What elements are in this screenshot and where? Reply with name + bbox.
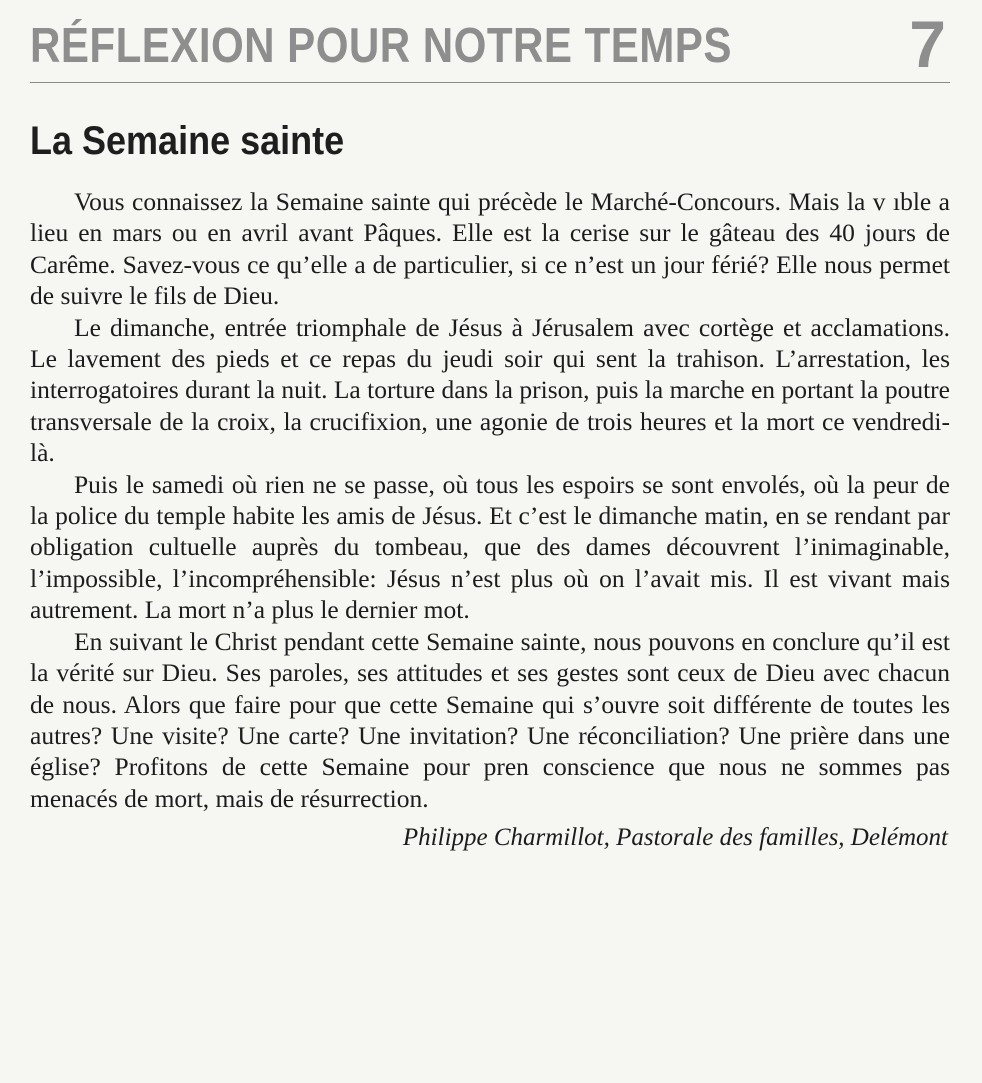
- paragraph-3: Puis le samedi où rien ne se passe, où tous les espoirs se sont envolés, où la peur de la police du temple habite les amis de Jésus. Et c’est le dimanche matin, en se rendant par obligation cultuelle auprès du tombeau, que des dames découvrent l’inimaginable, l’impossible, l’incompréhensible: Jésus n’est plus où on l’avait mis. Il est vivant mais autrement. La mort n’a plus le dernier mot.: [30, 469, 950, 625]
- article-body: [30, 186, 950, 814]
- page-number: 7: [909, 7, 946, 81]
- paragraph-4: En suivant le Christ pendant cette Semaine sainte, nous pouvons en conclure qu’il est la vérité sur Dieu. Ses paroles, ses attitudes et ses gestes sont ceux de Dieu avec chacun de nous. Alors que faire pour que cette Semaine qui s’ouvre soit différente de toutes les autres? Une visite? Une carte? Une invitation? Une réconciliation? Une prière dans une église? Profitons de cette Semaine pour pren conscience que nous ne sommes pas menacés de mort, mais de résurrection.: [30, 626, 950, 813]
- newspaper-page: [30, 7, 950, 852]
- author-signature: Philippe Charmillot, Pastorale des familles, Delémont: [402, 824, 948, 852]
- section-rubric: RÉFLEXION POUR NOTRE TEMPS: [30, 19, 732, 73]
- paragraph-1: Vous connaissez la Semaine sainte qui précède le Marché-Concours. Mais la v ıble a lieu en mars ou en avril avant Pâques. Elle est la cerise sur le gâteau des 40 jours de Carême. Savez-vous ce qu’elle a de particulier, si ce n’est un jour férié? Elle nous permet de suivre le fils de Dieu.: [30, 187, 950, 311]
- section-header: [30, 7, 950, 83]
- article-title: La Semaine sainte: [30, 119, 345, 163]
- paragraph-2: Le dimanche, entrée triomphale de Jésus à Jérusalem avec cortège et acclamations. Le lavement des pieds et ce repas du jeudi soir qui sent la trahison. L’arrestation, les interrogatoires durant la nuit. La torture dans la prison, puis la marche en portant la poutre transversale de la croix, la crucifixion, une agonie de trois heures et la mort ce vendredi-là.: [30, 312, 950, 468]
